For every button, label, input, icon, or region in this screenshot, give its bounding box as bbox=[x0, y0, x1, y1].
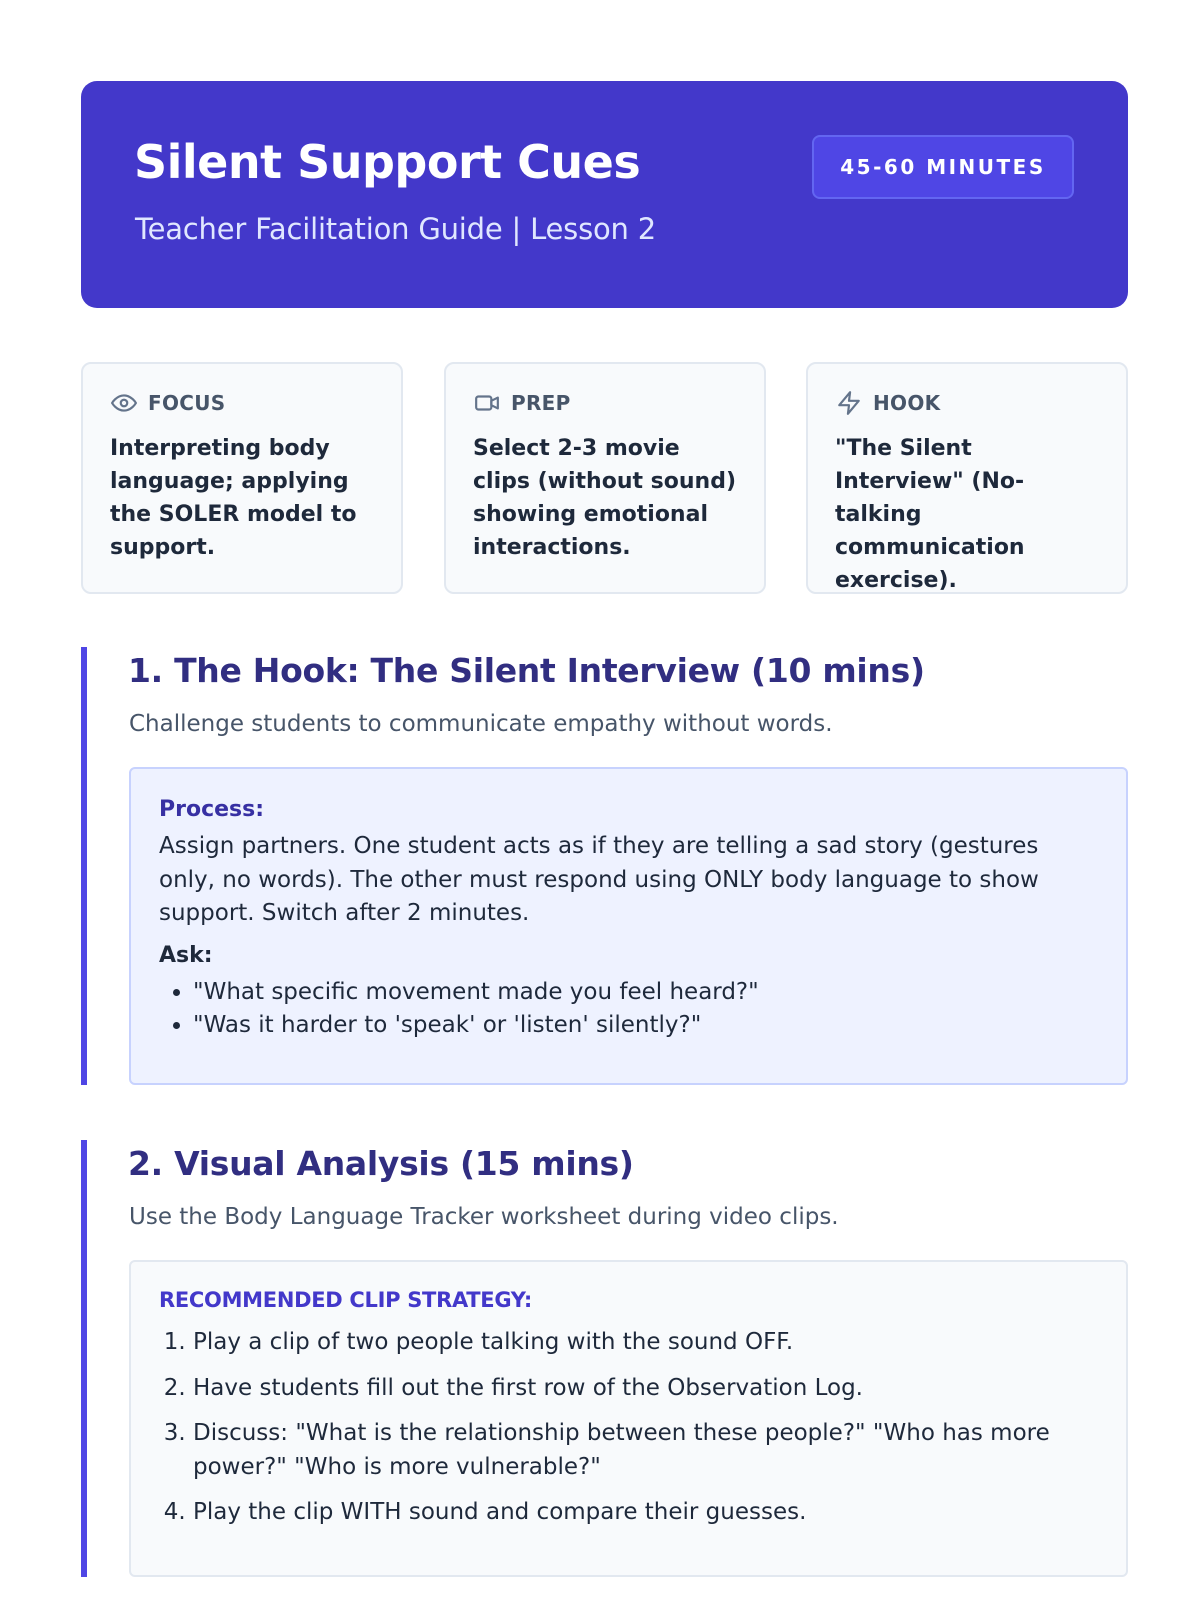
list-item: 3. Discuss: "What is the relationship between these people?" "Who has more power?" "Who is more vulnerable?" bbox=[193, 1417, 1098, 1484]
section-title: 1. The Hook: The Silent Interview (10 mins) bbox=[128, 651, 925, 690]
clip-strategy-callout bbox=[129, 1260, 1128, 1577]
prep-label: PREP bbox=[511, 391, 571, 415]
strategy-steps bbox=[159, 1326, 1098, 1530]
overview-cards bbox=[81, 362, 1128, 594]
section-title: 2. Visual Analysis (15 mins) bbox=[128, 1144, 634, 1183]
section-hook bbox=[81, 647, 1128, 1085]
list-item: 2. Have students fill out the first row of the Observation Log. bbox=[193, 1372, 1098, 1406]
section-description: Challenge students to communicate empathy without words. bbox=[129, 711, 833, 737]
section-description: Use the Body Language Tracker worksheet during video clips. bbox=[129, 1204, 839, 1230]
focus-card bbox=[81, 362, 403, 594]
hook-label: HOOK bbox=[873, 391, 941, 415]
focus-text: Interpreting body language; applying the SOLER model to support. bbox=[110, 436, 357, 560]
focus-label: FOCUS bbox=[148, 391, 226, 415]
video-icon bbox=[473, 389, 501, 417]
process-callout bbox=[129, 767, 1128, 1085]
ask-list bbox=[159, 976, 1098, 1043]
section-visual-analysis bbox=[81, 1140, 1128, 1577]
hook-text: "The Silent Interview" (No-talking communication exercise). bbox=[835, 436, 1025, 593]
list-item: • "Was it harder to 'speak' or 'listen' silently?" bbox=[193, 1009, 1098, 1043]
page-subtitle: Teacher Facilitation Guide | Lesson 2 bbox=[135, 212, 656, 246]
list-item: 1. Play a clip of two people talking with the sound OFF. bbox=[193, 1326, 1098, 1360]
ask-label: Ask: bbox=[159, 942, 213, 968]
duration-badge: 45-60 MINUTES bbox=[812, 135, 1074, 199]
strategy-label: RECOMMENDED CLIP STRATEGY: bbox=[159, 1288, 532, 1312]
list-item: 4. Play the clip WITH sound and compare their guesses. bbox=[193, 1496, 1098, 1530]
lightning-icon bbox=[835, 389, 863, 417]
hook-card bbox=[806, 362, 1128, 594]
lesson-header bbox=[81, 81, 1128, 308]
process-text: Assign partners. One student acts as if they are telling a sad story (gestures only, no words). The other must respond using ONLY body language to show support. Switch after 2 minutes. bbox=[159, 833, 1039, 926]
prep-text: Select 2-3 movie clips (without sound) showing emotional interactions. bbox=[473, 436, 737, 560]
prep-card bbox=[444, 362, 766, 594]
list-item: • "What specific movement made you feel heard?" bbox=[193, 976, 1098, 1010]
page-title: Silent Support Cues bbox=[134, 135, 641, 189]
eye-icon bbox=[110, 389, 138, 417]
process-label: Process: bbox=[159, 797, 265, 822]
